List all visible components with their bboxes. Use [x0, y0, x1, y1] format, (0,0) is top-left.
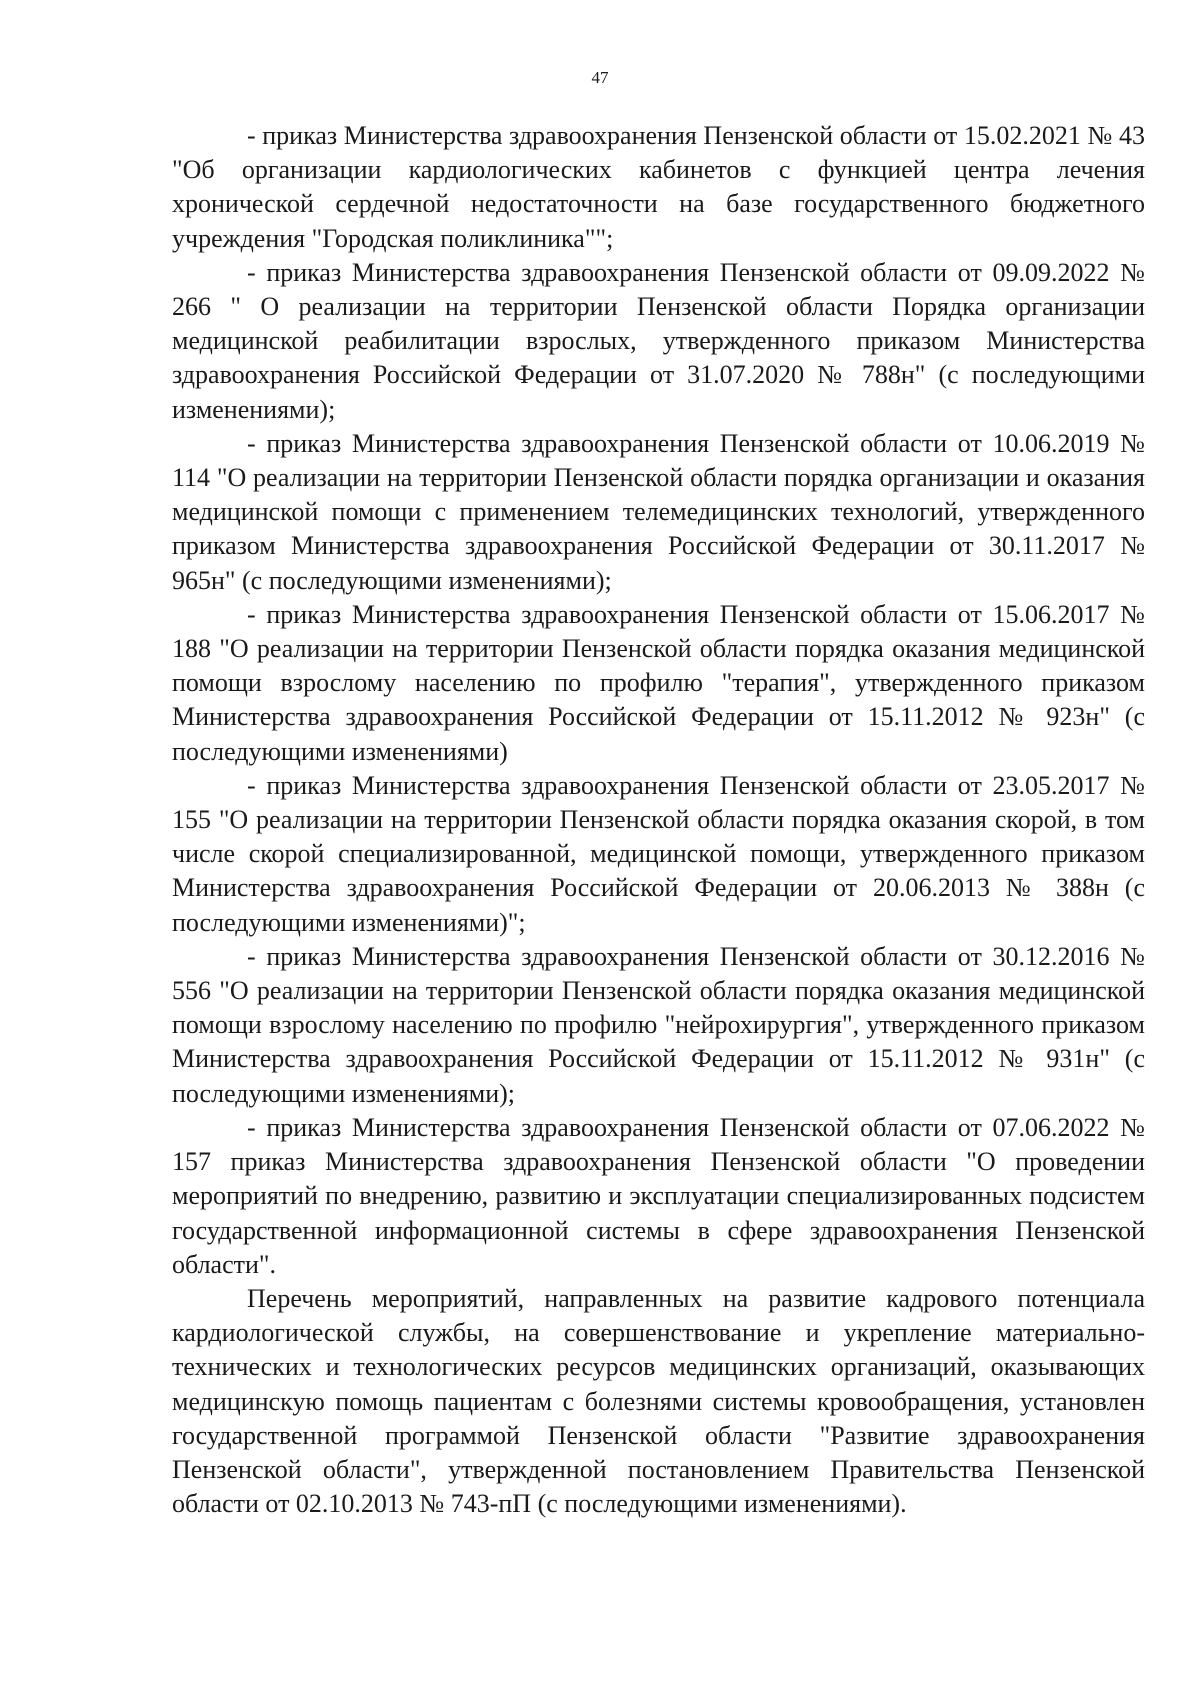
paragraph-order-2019-114: - приказ Министерства здравоохранения Пензенской области от 10.06.2019 № 114 "О реализации на территории Пензенской области порядка организации и оказания медицинской помощи с применением телемедицинских технологий, утвержденного приказом Министерства здравоохранения Российской Федерации от 30.11.2017 № 965н" (с последующими изменениями);	[172, 428, 1145, 595]
paragraph-order-2022-157: - приказ Министерства здравоохранения Пензенской области от 07.06.2022 № 157 приказ Министерства здравоохранения Пензенской области "О проведении мероприятий по внедрению, развитию и эксплуатации специализированных подсистем государственной информационной системы в сфере здравоохранения Пензенской области".	[172, 1112, 1145, 1279]
page-number: 47	[591, 68, 609, 87]
document-body	[172, 119, 1145, 1521]
paragraph-measures-list: Перечень мероприятий, направленных на развитие кадрового потенциала кардиологической службы, на совершенствование и укрепление материально-технических и технологических ресурсов медицинских организаций, оказывающих медицинскую помощь пациентам с болезнями системы кровообращения, установлен государственной программой Пензенской области "Развитие здравоохранения Пензенской области", утвержденной постановлением Правительства Пензенской области от 02.10.2013 № 743-пП (с последующими изменениями).	[172, 1283, 1145, 1519]
paragraph-order-2022-266: - приказ Министерства здравоохранения Пензенской области от 09.09.2022 № 266 " О реализации на территории Пензенской области Порядка организации медицинской реабилитации взрослых, утвержденного приказом Министерства здравоохранения Российской Федерации от 31.07.2020 № 788н" (с последующими изменениями);	[172, 257, 1145, 424]
paragraph-order-2017-188: - приказ Министерства здравоохранения Пензенской области от 15.06.2017 № 188 "О реализации на территории Пензенской области порядка оказания медицинской помощи взрослому населению по профилю "терапия", утвержденного приказом Министерства здравоохранения Российской Федерации от 15.11.2012 № 923н" (с последующими изменениями)	[172, 599, 1145, 766]
paragraph-order-2016-556: - приказ Министерства здравоохранения Пензенской области от 30.12.2016 № 556 "О реализации на территории Пензенской области порядка оказания медицинской помощи взрослому населению по профилю "нейрохирургия", утвержденного приказом Министерства здравоохранения Российской Федерации от 15.11.2012 № 931н" (с последующими изменениями);	[172, 941, 1145, 1108]
paragraph-order-2017-155: - приказ Министерства здравоохранения Пензенской области от 23.05.2017 № 155 "О реализации на территории Пензенской области порядка оказания скорой, в том числе скорой специализированной, медицинской помощи, утвержденного приказом Министерства здравоохранения Российской Федерации от 20.06.2013 № 388н (с последующими изменениями)";	[172, 770, 1145, 937]
paragraph-order-2021-43: - приказ Министерства здравоохранения Пензенской области от 15.02.2021 № 43 "Об организации кардиологических кабинетов с функцией центра лечения хронической сердечной недостаточности на базе государственного бюджетного учреждения "Городская поликлиника"";	[172, 121, 1145, 253]
